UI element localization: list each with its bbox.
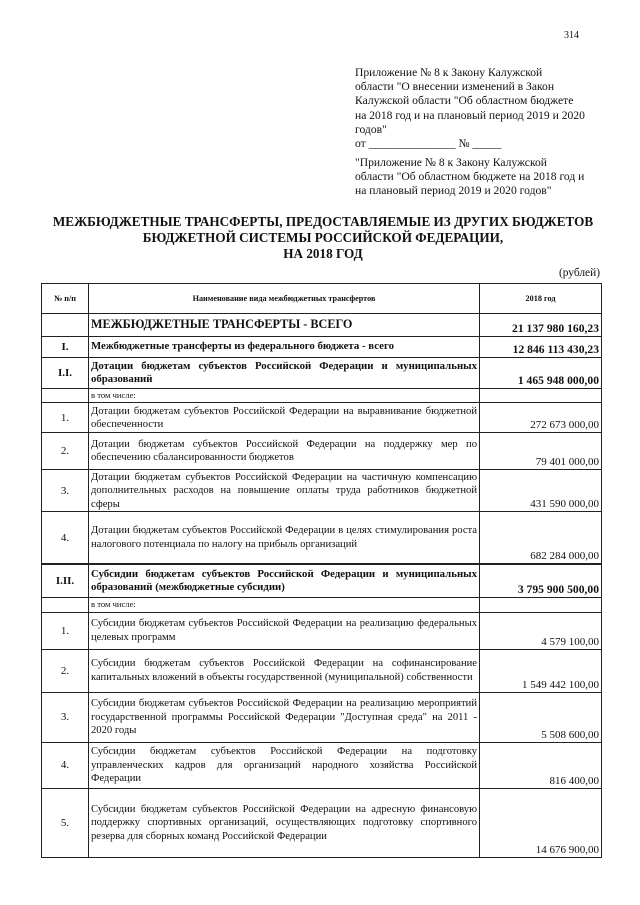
table-row [42,692,602,742]
row-num: 4. [42,742,89,788]
table-row [42,512,602,564]
row-name: Межбюджетные трансферты из федерального бюджета - всего [89,337,480,358]
header-year: 2018 год [480,284,602,314]
row-num [42,598,89,612]
row-num: 5. [42,788,89,857]
row-amount [480,389,602,403]
table-row [42,788,602,857]
row-amount [480,598,602,612]
row-amount: 21 137 980 160,23 [480,314,602,337]
table-row [42,433,602,470]
row-name: Дотации бюджетам субъектов Российской Федерации в целях стимулирования роста налогового потенциала по налогу на прибыль организаций [89,512,480,564]
row-amount: 1 549 442 100,00 [480,649,602,692]
row-amount: 272 673 000,00 [480,403,602,433]
table-row [42,337,602,358]
title-line: БЮДЖЕТНОЙ СИСТЕМЫ РОССИЙСКОЙ ФЕДЕРАЦИИ, [142,230,504,245]
row-num: I. [42,337,89,358]
row-name: в том числе: [89,389,480,403]
appendix-line: области "О внесении изменений в Закон [355,80,555,94]
row-num: I.I. [42,358,89,389]
table-row-subheading [42,389,602,403]
appendix-header [355,66,617,151]
table-row [42,470,602,512]
title-line: МЕЖБЮДЖЕТНЫЕ ТРАНСФЕРТЫ, ПРЕДОСТАВЛЯЕМЫЕ ИЗ ДРУГИХ БЮДЖЕТОВ [52,214,594,229]
table-row-total [42,314,602,337]
row-amount: 5 508 600,00 [480,692,602,742]
table-row [42,742,602,788]
table-row-subheading [42,598,602,612]
header-num: № п/п [42,284,89,314]
row-amount: 14 676 900,00 [480,788,602,857]
row-num [42,389,89,403]
appendix-line: Приложение № 8 к Закону Калужской [355,66,543,79]
row-amount: 79 401 000,00 [480,433,602,470]
row-name: Дотации бюджетам субъектов Российской Федерации и муниципальных образований [89,358,480,389]
table-header-row [42,284,602,314]
row-num [42,314,89,337]
row-name: Субсидии бюджетам субъектов Российской Федерации на подготовку управленческих кадров для организаций народного хозяйства Российской Федерации [89,742,480,788]
appendix-line: Калужской области "Об областном бюджете [355,94,574,108]
row-amount: 816 400,00 [480,742,602,788]
page-number: 314 [564,30,579,41]
appendix-date-number: от _______________ № _____ [355,137,502,151]
appendix-line: годов" [355,122,387,136]
row-name: Дотации бюджетам субъектов Российской Федерации на частичную компенсацию дополнительных расходов на повышение оплаты труда работников бюджетной сферы [89,470,480,512]
row-num: 1. [42,403,89,433]
appendix-quoted-header [355,156,617,199]
appendix-line: области "Об областном бюджете на 2018 год и [355,170,585,184]
row-num: 3. [42,692,89,742]
row-num: 3. [42,470,89,512]
table-row [42,358,602,389]
row-amount: 431 590 000,00 [480,470,602,512]
table-row [42,649,602,692]
row-num: 4. [42,512,89,564]
row-num: 2. [42,649,89,692]
row-name: МЕЖБЮДЖЕТНЫЕ ТРАНСФЕРТЫ - ВСЕГО [89,314,480,337]
row-amount: 1 465 948 000,00 [480,358,602,389]
row-amount: 12 846 113 430,23 [480,337,602,358]
table-row [42,612,602,649]
transfers-table [41,283,602,858]
row-name: Дотации бюджетам субъектов Российской Федерации на поддержку мер по обеспечению сбалансированности бюджетов [89,433,480,470]
title-line: НА 2018 ГОД [283,246,363,261]
row-num: 1. [42,612,89,649]
row-name: Субсидии бюджетам субъектов Российской Федерации и муниципальных образований (межбюджетные субсидии) [89,564,480,598]
row-name: в том числе: [89,598,480,612]
row-name: Субсидии бюджетам субъектов Российской Федерации на реализацию федеральных целевых программ [89,612,480,649]
table-row [42,403,602,433]
document-title [40,214,606,262]
table-row [42,564,602,598]
row-num: 2. [42,433,89,470]
appendix-line: на 2018 год и на плановый период 2019 и 2020 [355,108,585,122]
header-name: Наименование вида межбюджетных трансфертов [89,284,480,314]
row-amount: 3 795 900 500,00 [480,564,602,598]
row-name: Субсидии бюджетам субъектов Российской Федерации на софинансирование капитальных вложений в объекты государственной (муниципальной) собственности [89,649,480,692]
row-amount: 682 284 000,00 [480,512,602,564]
row-name: Дотации бюджетам субъектов Российской Федерации на выравнивание бюджетной обеспеченности [89,403,480,433]
appendix-line: "Приложение № 8 к Закону Калужской [355,156,547,169]
units-label: (рублей) [558,267,600,279]
row-name: Субсидии бюджетам субъектов Российской Федерации на адресную финансовую поддержку спортивных организаций, осуществляющих подготовку спортивного резерва для сборных команд Российской Федерации [89,788,480,857]
row-name: Субсидии бюджетам субъектов Российской Федерации на реализацию мероприятий государственной программы Российской Федерации "Доступная среда" на 2011 - 2020 годы [89,692,480,742]
row-amount: 4 579 100,00 [480,612,602,649]
appendix-line: на плановый период 2019 и 2020 годов" [355,184,552,198]
row-num: I.II. [42,564,89,598]
